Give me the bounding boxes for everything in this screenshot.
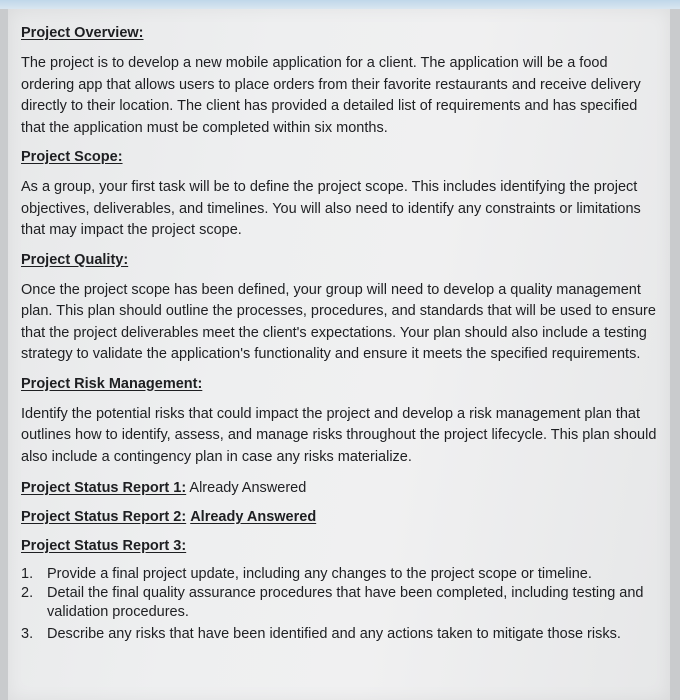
- status-report-2-value: Already Answered: [190, 509, 317, 525]
- list-item-text: Detail the final quality assurance procedures that have been completed, including testing and validation procedures.: [47, 585, 644, 620]
- top-accent-bar: [0, 0, 680, 9]
- scope-heading: Project Scope:: [21, 149, 123, 165]
- list-item: [21, 625, 661, 644]
- quality-text: Once the project scope has been defined, your group will need to develop a quality management plan. This plan should outline the processes, procedures, and standards that will be used to ensure that the project deliverables meet the client's expectations. Your plan should also include a testing strategy to validate the application's functionality and ensure it meets the specified requirements.: [21, 281, 656, 362]
- status-report-3-list: [21, 565, 661, 644]
- status-report-1-label: Project Status Report 1:: [21, 480, 187, 496]
- list-item: [21, 565, 661, 584]
- list-item-text: Describe any risks that have been identified and any actions taken to mitigate those risks.: [47, 626, 621, 642]
- status-report-2-label: Project Status Report 2:: [21, 509, 187, 525]
- list-item-number: 3.: [21, 626, 34, 642]
- risk-heading: Project Risk Management:: [21, 375, 203, 392]
- document-content: [21, 23, 661, 644]
- status-report-1: [21, 480, 661, 496]
- overview-heading: Project Overview:: [21, 25, 144, 41]
- scope-text: As a group, your first task will be to define the project scope. This includes identifying the project objectives, deliverables, and timelines. You will also need to identify any constraints or limitations that may impact the project scope.: [21, 179, 641, 238]
- list-item-number: 1.: [21, 566, 34, 582]
- list-item-text: Provide a final project update, including any changes to the project scope or timeline.: [47, 566, 592, 582]
- status-report-2: [21, 509, 661, 525]
- status-report-1-value: Already Answered: [189, 480, 307, 496]
- list-item: [21, 584, 661, 622]
- document-page: [8, 9, 670, 700]
- quality-heading: Project Quality:: [21, 251, 129, 268]
- status-report-3-heading: Project Status Report 3:: [21, 538, 187, 554]
- list-item-number: 2.: [21, 585, 34, 601]
- risk-text: Identify the potential risks that could impact the project and develop a risk management plan that outlines how to identify, assess, and manage risks throughout the project lifecycle. This plan should also include a contingency plan in case any risks materialize.: [21, 405, 657, 465]
- overview-text: The project is to develop a new mobile application for a client. The application will be a food ordering app that allows users to place orders from their favorite restaurants and receive delivery directly to their location. The client has provided a detailed list of requirements and has specified that the application must be completed within six months.: [21, 55, 641, 136]
